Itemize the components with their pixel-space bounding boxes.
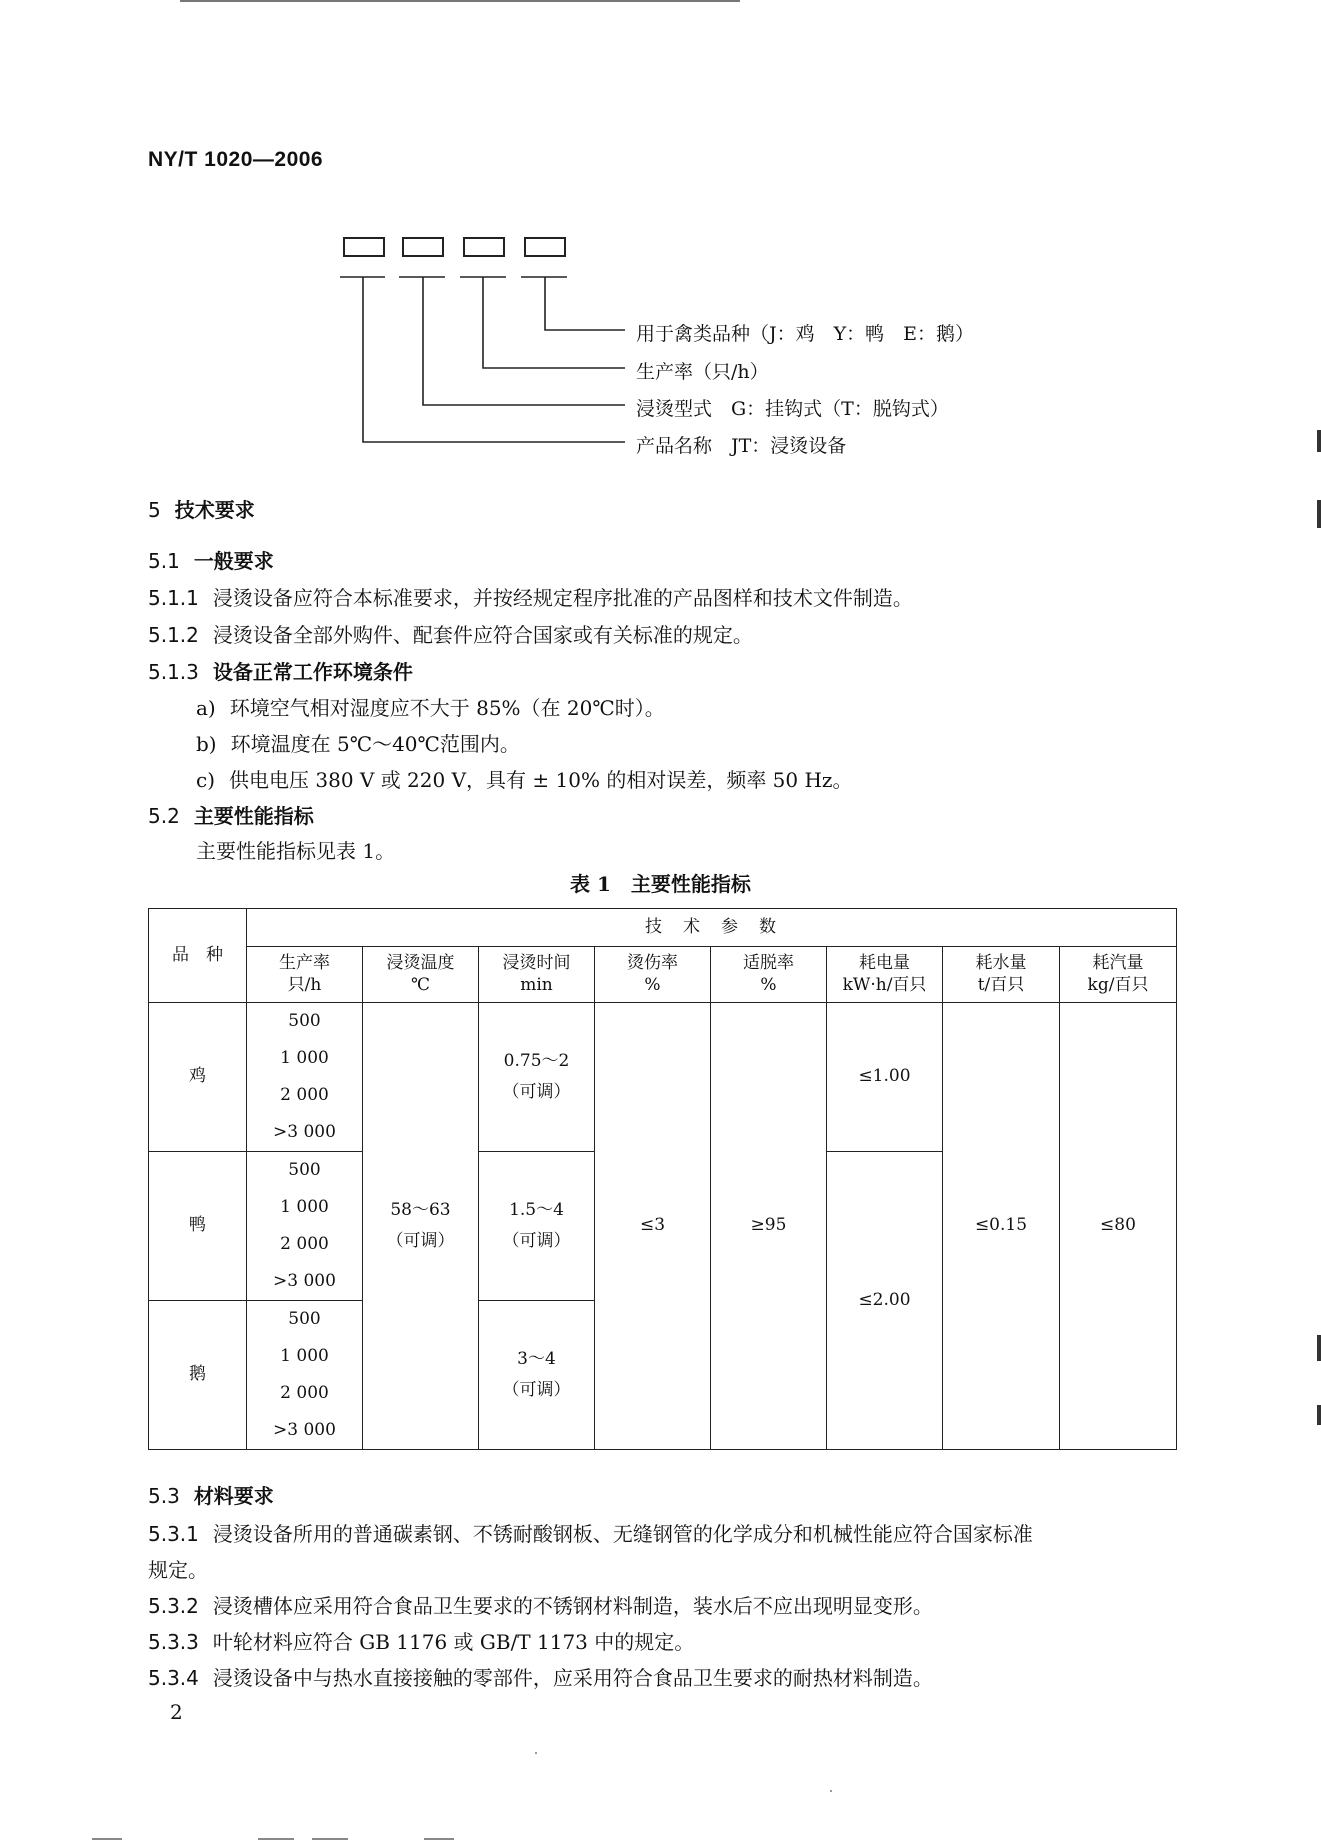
page-number: 2 [170, 1700, 183, 1724]
code-label-variety: 用于禽类品种（J：鸡 Y：鸭 E：鹅） [636, 323, 975, 345]
scan-dot [830, 1790, 832, 1792]
header-group: 技 术 参 数 [247, 909, 1177, 947]
clause-5-3-1-cont: 规定。 [148, 1558, 208, 1582]
rates-duck: 500 1 000 2 000 >3 000 [247, 1152, 363, 1301]
bottom-rule [312, 1838, 348, 1840]
scald-rate-cell: ≤3 [595, 1003, 711, 1450]
scan-mark [1317, 1335, 1321, 1361]
env-item-b: b) 环境温度在 5℃～40℃范围内。 [196, 732, 520, 756]
time-goose: 3～4 （可调） [479, 1301, 595, 1450]
code-label-type: 浸烫型式 G：挂钩式（T：脱钩式） [636, 398, 949, 420]
bottom-rule [424, 1838, 454, 1840]
rates-goose: 500 1 000 2 000 >3 000 [247, 1301, 363, 1450]
scan-mark [1317, 430, 1321, 452]
section-5-2-text: 主要性能指标见表 1。 [196, 839, 396, 863]
water-cell: ≤0.15 [943, 1003, 1060, 1450]
header-steam: 耗汽量 kg/百只 [1060, 947, 1177, 1003]
code-label-rate: 生产率（只/h） [636, 361, 769, 383]
time-chicken: 0.75～2 （可调） [479, 1003, 595, 1152]
bottom-rule [92, 1838, 122, 1840]
header-pluck-rate: 适脱率 % [711, 947, 827, 1003]
clause-5-1-1: 5.1.1 浸烫设备应符合本标准要求，并按经规定程序批准的产品图样和技术文件制造。 [148, 586, 913, 610]
env-item-a: a) 环境空气相对湿度应不大于 85%（在 20℃时）。 [196, 696, 665, 720]
header-rate: 生产率 只/h [247, 947, 363, 1003]
clause-5-3-4: 5.3.4 浸烫设备中与热水直接接触的零部件，应采用符合食品卫生要求的耐热材料制造。 [148, 1666, 933, 1690]
performance-table [148, 908, 1177, 1450]
clause-5-1-2: 5.1.2 浸烫设备全部外购件、配套件应符合国家或有关标准的规定。 [148, 623, 753, 647]
bottom-rule [258, 1838, 294, 1840]
section-5-3-heading: 5.3 材料要求 [148, 1484, 274, 1508]
rates-chicken: 500 1 000 2 000 >3 000 [247, 1003, 363, 1152]
header-variety: 品 种 [149, 909, 247, 1003]
pluck-rate-cell: ≥95 [711, 1003, 827, 1450]
power-duck-goose: ≤2.00 [827, 1152, 943, 1450]
table-title: 表 1 主要性能指标 [570, 872, 751, 896]
header-scald-rate: 烫伤率 % [595, 947, 711, 1003]
scan-mark [1317, 500, 1321, 528]
standard-code: NY/T 1020—2006 [148, 148, 324, 171]
clause-5-3-3: 5.3.3 叶轮材料应符合 GB 1176 或 GB/T 1173 中的规定。 [148, 1630, 695, 1654]
clause-5-1-3: 5.1.3 设备正常工作环境条件 [148, 660, 413, 684]
clause-5-3-2: 5.3.2 浸烫槽体应采用符合食品卫生要求的不锈钢材料制造，装水后不应出现明显变形。 [148, 1594, 933, 1618]
header-water: 耗水量 t/百只 [943, 947, 1060, 1003]
env-item-c: c) 供电电压 380 V 或 220 V，具有 ± 10% 的相对误差，频率 50 Hz。 [196, 768, 853, 792]
section-5-1-heading: 5.1 一般要求 [148, 549, 274, 573]
code-label-product: 产品名称 JT：浸烫设备 [636, 435, 847, 457]
scan-dot [535, 1752, 537, 1754]
header-temperature: 浸烫温度 ℃ [363, 947, 479, 1003]
steam-cell: ≤80 [1060, 1003, 1177, 1450]
header-time: 浸烫时间 min [479, 947, 595, 1003]
clause-5-3-1: 5.3.1 浸烫设备所用的普通碳素钢、不锈耐酸钢板、无缝钢管的化学成分和机械性能应符合国家标准 [148, 1522, 1033, 1546]
scan-mark [1317, 1405, 1321, 1425]
power-chicken: ≤1.00 [827, 1003, 943, 1152]
variety-goose: 鹅 [149, 1301, 247, 1450]
variety-chicken: 鸡 [149, 1003, 247, 1152]
header-power: 耗电量 kW·h/百只 [827, 947, 943, 1003]
section-5-heading: 5 技术要求 [148, 498, 255, 522]
variety-duck: 鸭 [149, 1152, 247, 1301]
section-5-2-heading: 5.2 主要性能指标 [148, 804, 314, 828]
temperature-cell: 58～63 （可调） [363, 1003, 479, 1450]
time-duck: 1.5～4 （可调） [479, 1152, 595, 1301]
